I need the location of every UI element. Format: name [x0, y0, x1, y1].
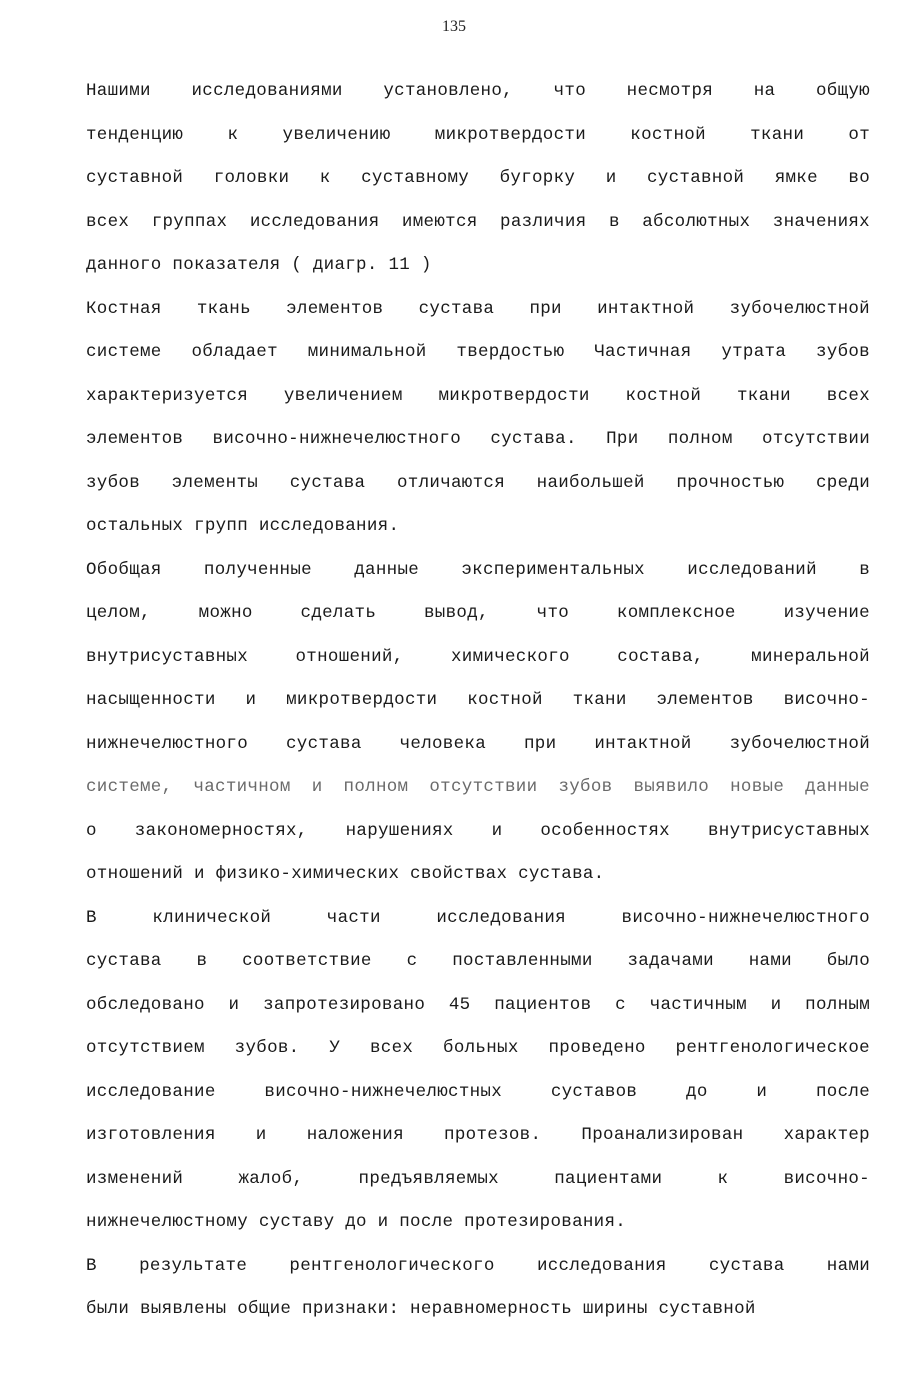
text-line: всех группах исследования имеются различия в абсолютных значениях — [86, 211, 870, 232]
paragraph-3 — [36, 549, 870, 897]
paragraph-1 — [36, 70, 870, 288]
paragraph-5 — [36, 1245, 870, 1332]
page-number: 135 — [442, 18, 466, 35]
text-line: Костная ткань элементов сустава при интактной зубочелюстной — [86, 298, 870, 319]
document-body — [36, 70, 870, 1332]
text-line: Нашими исследованиями установлено, что несмотря на общую — [86, 81, 870, 101]
text-line: зубов элементы сустава отличаются наибольшей прочностью среди — [86, 472, 870, 493]
text-line: нижнечелюстного сустава человека при интактной зубочелюстной — [86, 733, 870, 754]
text-line: были выявлены общие признаки: неравномерность ширины суставной — [86, 1299, 756, 1319]
text-line: исследование височно-нижнечелюстных суставов до и после — [86, 1081, 870, 1102]
paragraph-4 — [36, 897, 870, 1245]
text-line: данного показателя ( диагр. 11 ) — [86, 255, 432, 275]
text-line: Обобщая полученные данные экспериментальных исследований в — [86, 559, 870, 580]
text-line: системе, частичном и полном отсутствии зубов выявило новые данные — [86, 777, 870, 797]
text-line: изменений жалоб, предъявляемых пациентами к височно- — [86, 1168, 870, 1189]
paragraph-2 — [36, 288, 870, 549]
text-line: системе обладает минимальной твердостью Частичная утрата зубов — [86, 342, 870, 362]
text-line: остальных групп исследования. — [86, 516, 400, 536]
text-line: тенденцию к увеличению микротвердости костной ткани от — [86, 124, 870, 145]
text-line: насыщенности и микротвердости костной ткани элементов височно- — [86, 690, 870, 710]
text-line: В клинической части исследования височно-нижнечелюстного — [86, 907, 870, 928]
text-line: В результате рентгенологического исследования сустава нами — [86, 1255, 870, 1276]
text-line: сустава в соответствие с поставленными задачами нами было — [86, 951, 870, 971]
text-line: о закономерностях, нарушениях и особенностях внутрисуставных — [86, 820, 870, 841]
text-line: изготовления и наложения протезов. Проанализирован характер — [86, 1125, 870, 1145]
text-line: внутрисуставных отношений, химического состава, минеральной — [86, 646, 870, 667]
text-line: обследовано и запротезировано 45 пациентов с частичным и полным — [86, 994, 870, 1015]
text-line: характеризуется увеличением микротвердости костной ткани всех — [86, 385, 870, 406]
text-line: отношений и физико-химических свойствах сустава. — [86, 864, 605, 884]
text-line: элементов височно-нижнечелюстного сустава. При полном отсутствии — [86, 429, 870, 449]
text-line: целом, можно сделать вывод, что комплексное изучение — [86, 603, 870, 623]
text-line: суставной головки к суставному бугорку и суставной ямке во — [86, 168, 870, 188]
text-line: отсутствием зубов. У всех больных проведено рентгенологическое — [86, 1038, 870, 1058]
text-line: нижнечелюстному суставу до и после протезирования. — [86, 1212, 627, 1232]
